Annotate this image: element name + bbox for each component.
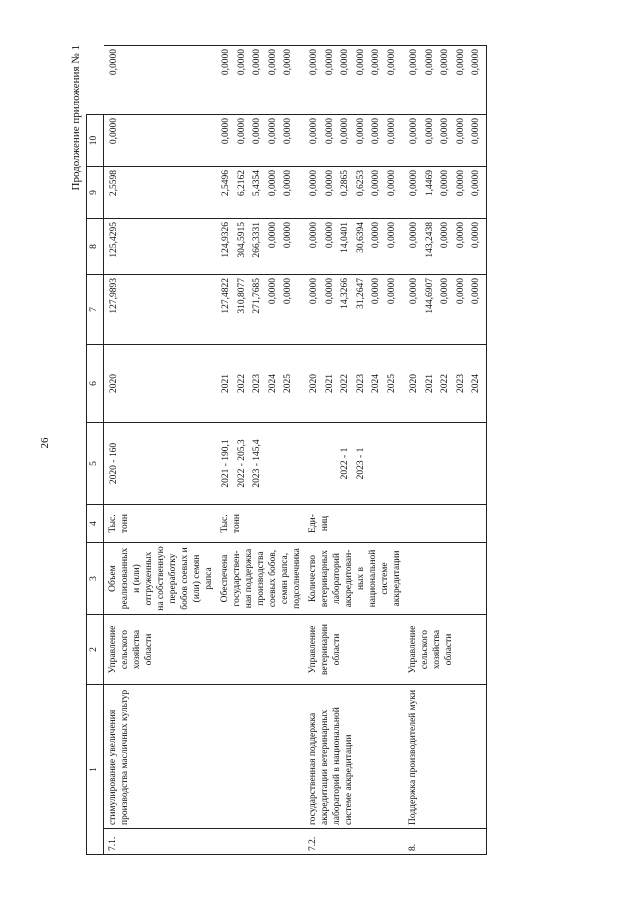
- landscape-page: [70, 45, 600, 855]
- amount-column-8: 2,5598: [104, 167, 217, 219]
- appendix-caption: Продолжение приложения № 1: [70, 45, 82, 191]
- indicator-unit: Тыс. тонн: [104, 505, 217, 543]
- program-table: [86, 45, 487, 855]
- row-number: 7.2.: [304, 829, 404, 855]
- amount-column-10: 0,0000 0,0000 0,0000 0,0000 0,0000 0,0000: [304, 46, 404, 115]
- column-header-10: 10: [87, 115, 104, 167]
- amount-column-7: 0,0000 0,0000 14,0401 30,6394 0,0000 0,0000: [304, 219, 404, 275]
- page-number: 26: [39, 437, 51, 449]
- indicator-unit: [404, 505, 486, 543]
- year-list: 2020: [104, 345, 217, 423]
- column-header-3: 3: [87, 543, 104, 615]
- amount-column-6: 127,4822 310,8077 271,7685 0,0000 0,0000: [216, 275, 304, 345]
- column-header-9: 9: [87, 167, 104, 219]
- indicator-plan-values: 2021 - 190,1 2022 - 205,3 2023 - 145,4: [216, 423, 304, 505]
- year-list: 2020 2021 2022 2023 2024 2025: [304, 345, 404, 423]
- indicator-name: Обеспечена государствен-ная поддержка производства соевых бобов, семян рапса, подсолнечника: [216, 543, 304, 615]
- header-row: [87, 46, 104, 855]
- amount-column-9: 0,0000: [104, 115, 217, 167]
- column-header-5: 5: [87, 423, 104, 505]
- amount-column-9: 0,0000 0,0000 0,0000 0,0000 0,0000: [216, 115, 304, 167]
- table-row: [304, 46, 404, 855]
- amount-column-8: 2,5496 6,2162 5,4354 0,0000 0,0000: [216, 167, 304, 219]
- indicator-name: Количество ветеринарных лабораторий аккредитован-ных в национальной системе аккредитации: [304, 543, 404, 615]
- indicator-plan-values: 2022 - 1 2023 - 1: [304, 423, 404, 505]
- column-header-8: 8: [87, 219, 104, 275]
- amount-column-7: 125,4295: [104, 219, 217, 275]
- amount-column-6: 127,9893: [104, 275, 217, 345]
- rotated-content: [70, 45, 600, 855]
- year-list: 2020 2021 2022 2023 2024: [404, 345, 486, 423]
- table-row: [104, 46, 217, 855]
- indicator-plan-values: 2020 - 160: [104, 423, 217, 505]
- amount-column-6: 0,0000 144,6907 0,0000 0,0000 0,0000: [404, 275, 486, 345]
- indicator-unit: Тыс. тонн: [216, 505, 304, 543]
- activity-name: Поддержка производителей муки: [404, 685, 486, 829]
- column-header-4: 4: [87, 505, 104, 543]
- amount-column-7: 0,0000 143,2438 0,0000 0,0000 0,0000: [404, 219, 486, 275]
- row-number: 8.: [404, 829, 486, 855]
- activity-name: стимулирование увеличения производства масличных культур: [104, 685, 305, 829]
- amount-column-7: 124,9326 304,5915 266,3331 0,0000 0,0000: [216, 219, 304, 275]
- amount-column-9: 0,0000 0,0000 0,0000 0,0000 0,0000 0,0000: [304, 115, 404, 167]
- indicator-plan-values: [404, 423, 486, 505]
- amount-column-10: 0,0000 0,0000 0,0000 0,0000 0,0000: [404, 46, 486, 115]
- amount-column-10: 0,0000 0,0000 0,0000 0,0000 0,0000: [216, 46, 304, 115]
- executor-name: Управление сельского хозяйства области: [104, 615, 305, 685]
- column-header-6: 6: [87, 345, 104, 423]
- amount-column-8: 0,0000 0,0000 0,2865 0,6253 0,0000 0,0000: [304, 167, 404, 219]
- activity-name: государственная поддержка аккредитации ветеринарных лабораторий в национальной системе аккредитации: [304, 685, 404, 829]
- year-list: 2021 2022 2023 2024 2025: [216, 345, 304, 423]
- column-header-7: 7: [87, 275, 104, 345]
- row-number: 7.1.: [104, 829, 305, 855]
- amount-column-9: 0,0000 0,0000 0,0000 0,0000 0,0000: [404, 115, 486, 167]
- indicator-unit: Еди-ниц: [304, 505, 404, 543]
- executor-name: Управление ветеринарии области: [304, 615, 404, 685]
- amount-column-8: 0,0000 1,4469 0,0000 0,0000 0,0000: [404, 167, 486, 219]
- amount-column-10: 0,0000: [104, 46, 217, 115]
- column-header-1: 1: [87, 685, 104, 855]
- amount-column-6: 0,0000 0,0000 14,3266 31,2647 0,0000 0,0000: [304, 275, 404, 345]
- indicator-name: Объем реализованных и (или) отгруженных на собственную переработку бобов соевых и (или) семян рапса: [104, 543, 217, 615]
- column-header-2: 2: [87, 615, 104, 685]
- indicator-name: [404, 543, 486, 615]
- table-row: [404, 46, 486, 855]
- table-body: [104, 46, 487, 855]
- executor-name: Управление сельского хозяйства области: [404, 615, 486, 685]
- table-header: [87, 46, 104, 855]
